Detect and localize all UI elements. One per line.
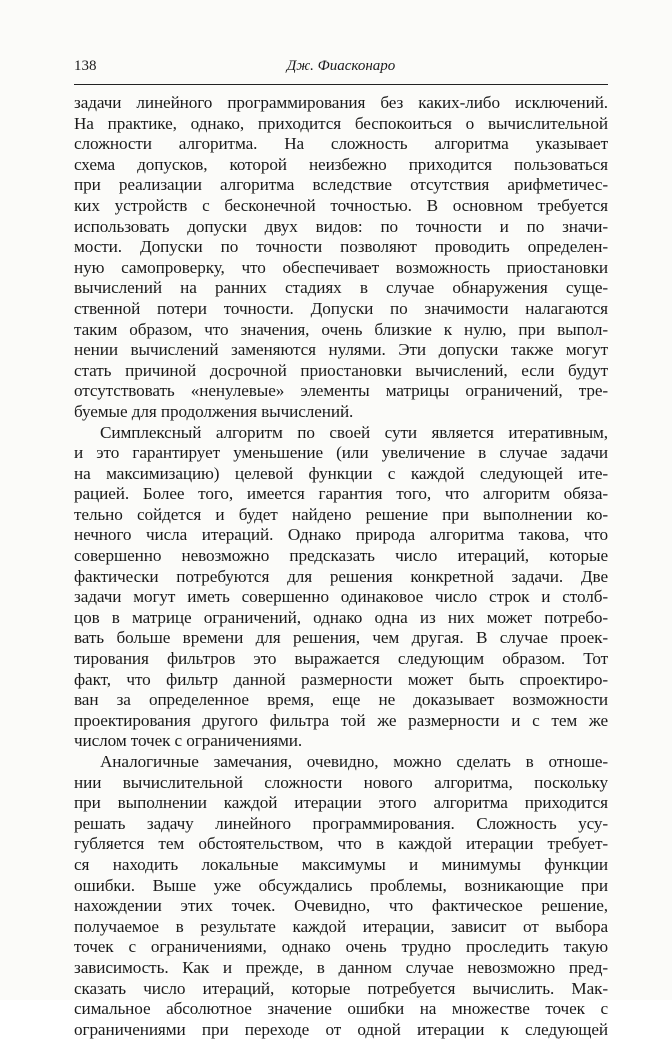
text-line: ошибки. Выше уже обсуждались проблемы, возникающие при	[74, 875, 608, 895]
text-line: нении вычислений заменяются нулями. Эти допуски также могут	[74, 340, 608, 360]
text-line: сложности алгоритма. На сложность алгоритма указывает	[74, 134, 608, 154]
text-line: рацией. Более того, имеется гарантия того, что алгоритм обяза-	[74, 484, 608, 504]
text-line: точек с ограничениями, однако очень трудно проследить такую	[74, 937, 608, 957]
text-line: числом точек с ограничениями.	[74, 731, 303, 751]
text-line: фактически потребуются для решения конкретной задачи. Две	[74, 566, 608, 586]
text-line: ких устройств с бесконечной точностью. В основном требуется	[74, 195, 608, 215]
text-line: мости. Допуски по точности позволяют проводить определен-	[74, 237, 608, 257]
text-line: нечного числа итераций. Однако природа алгоритма такова, что	[74, 525, 608, 545]
text-line: вать больше времени для решения, чем другая. В случае проек-	[74, 628, 608, 648]
text-line: и это гарантирует уменьшение (или увеличение в случае задачи	[74, 443, 608, 463]
page-number: 138	[74, 58, 97, 74]
text-line: решать задачу линейного программирования. Сложность усу-	[74, 813, 608, 833]
text-line: при реализации алгоритма вследствие отсутствия арифметичес-	[74, 175, 608, 195]
text-line: получаемое в результате каждой итерации, зависит от выбора	[74, 916, 608, 936]
text-line: схема допусков, которой неизбежно приходится пользоваться	[74, 154, 608, 174]
text-line: задачи линейного программирования без каких-либо исключений.	[74, 93, 608, 112]
text-line: при выполнении каждой итерации этого алгоритма приходится	[74, 793, 608, 813]
text-line: цов в матрице ограничений, однако одна из них может потребо-	[74, 607, 608, 627]
body-text	[74, 93, 608, 1040]
text-line: нахождении этих точек. Очевидно, что фактическое решение,	[74, 896, 608, 916]
text-line: ную самопроверку, что обеспечивает возможность приостановки	[74, 257, 608, 277]
text-line: ся находить локальные максимумы и минимумы функции	[74, 854, 608, 874]
text-line: совершенно невозможно предсказать число итераций, которые	[74, 546, 608, 566]
text-line: использовать допуски двух видов: по точности и по значи-	[74, 216, 608, 236]
text-line: ван за определенное время, еще не доказывает возможности	[74, 690, 608, 710]
text-line: таким образом, что значения, очень близкие к нулю, при выпол-	[74, 319, 608, 339]
text-line: зависимость. Как и прежде, в данном случае невозможно пред-	[74, 957, 608, 977]
text-line: отсутствовать «ненулевые» элементы матрицы ограничений, тре-	[74, 381, 608, 401]
text-line: симальное абсолютное значение ошибки на множестве точек с	[74, 999, 608, 1019]
running-title: Дж. Фиасконаро	[286, 58, 396, 74]
text-line: На практике, однако, приходится беспокоиться о вычислительной	[74, 113, 608, 133]
text-line: тирования фильтров это выражается следующим образом. Тот	[74, 649, 608, 669]
text-line: Аналогичные замечания, очевидно, можно сделать в отноше-	[100, 752, 608, 771]
text-line: тельно сойдется и будет найдено решение при выполнении ко-	[74, 504, 608, 524]
text-line: на максимизацию) целевой функции с каждой следующей ите-	[74, 463, 608, 483]
text-line: факт, что фильтр данной размерности может быть спроектиро-	[74, 669, 608, 689]
text-line: вычислений на ранних стадиях в случае обнаружения суще-	[74, 278, 608, 298]
text-line: проектирования другого фильтра той же размерности и с тем же	[74, 710, 608, 730]
text-line: сказать число итераций, которые потребуется вычислить. Мак-	[74, 978, 608, 998]
text-line: задачи могут иметь совершенно одинаковое число строк и столб-	[74, 587, 608, 607]
text-line: стать причиной досрочной приостановки вычислений, если будут	[74, 360, 608, 380]
running-head	[74, 58, 608, 80]
text-line: губляется тем обстоятельством, что в каждой итерации требует-	[74, 834, 608, 854]
header-rule	[74, 84, 608, 85]
paragraph-3	[74, 752, 608, 1040]
text-line: буемые для продолжения вычислений.	[74, 401, 354, 421]
text-line: нии вычислительной сложности нового алгоритма, поскольку	[74, 772, 608, 792]
text-line: Симплексный алгоритм по своей сути является итеративным,	[100, 422, 608, 442]
text-line: ственной потери точности. Допуски по значимости налагаются	[74, 298, 608, 318]
paragraph-2	[74, 423, 608, 753]
paragraph-1	[74, 93, 608, 423]
text-line: ограничениями при переходе от одной итерации к следующей	[74, 1019, 608, 1039]
